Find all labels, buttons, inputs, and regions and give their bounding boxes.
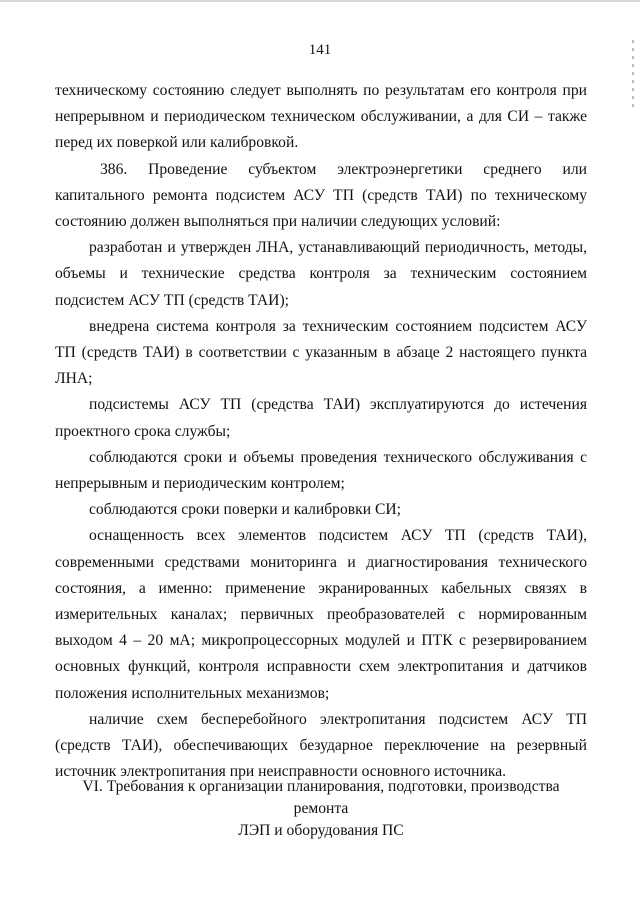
section-heading-line-2: ЛЭП и оборудования ПС [238, 822, 404, 839]
condition-maintenance-terms: соблюдаются сроки и объемы проведения технического обслуживания с непрерывным и периодическим контролем; [55, 448, 587, 493]
document-body [55, 78, 587, 785]
condition-lna-approved: разработан и утвержден ЛНА, устанавливающий периодичность, методы, объемы и технические средства контроля за техническим состоянием подсистем АСУ ТП (средств ТАИ); [55, 239, 587, 309]
condition-monitoring-system: внедрена система контроля за техническим состоянием подсистем АСУ ТП (средств ТАИ) в соответствии с указанным в абзаце 2 настоящего пункта ЛНА; [55, 317, 587, 388]
condition-verification-terms: соблюдаются сроки поверки и калибровки СИ; [89, 501, 401, 519]
paragraph-item-386: 386. Проведение субъектом электроэнергетики среднего или капитального ремонта подсистем АСУ ТП (средств ТАИ) по техническому состоянию должен выполняться при наличии следующих условий: [55, 160, 587, 231]
paragraph-continuation: техническому состоянию следует выполнять по результатам его контроля при непрерывном и периодическом техническом обслуживании, а для СИ – также перед их поверкой или калибровкой. [55, 82, 587, 152]
section-heading [55, 776, 587, 842]
condition-uninterruptible-power: наличие схем бесперебойного электропитания подсистем АСУ ТП (средств ТАИ), обеспечивающих безударное переключение на резервный источник электропитания при неисправности основного источника. [55, 710, 587, 781]
page-number: 141 [308, 42, 332, 58]
section-heading-line-1: VI. Требования к организации планирования, подготовки, производства ремонта [82, 778, 560, 817]
condition-service-life: подсистемы АСУ ТП (средства ТАИ) эксплуатируются до истечения проектного срока службы; [55, 396, 587, 440]
condition-equipment-diagnostics: оснащенность всех элементов подсистем АСУ ТП (средств ТАИ), современными средствами мониторинга и диагностирования технического состояния, а именно: применение экранированных кабельных связях в измерительных каналах; первичных преобразователей с нормированным выходом 4 – 20 мА; микропроцессорных модулей и ПТК с резервированием основных функций, контроля исправности схем электропитания и датчиков положения исполнительных механизмов; [55, 527, 587, 702]
top-border-line [0, 0, 640, 2]
